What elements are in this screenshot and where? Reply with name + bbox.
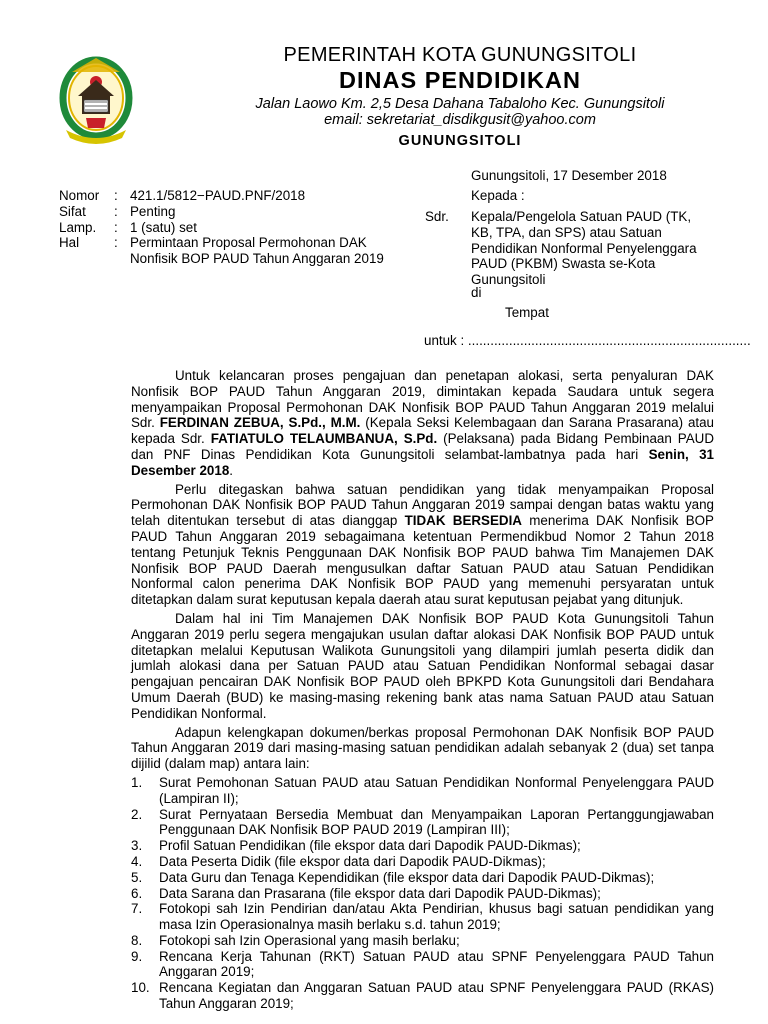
government-name: PEMERINTAH KOTA GUNUNGSITOLI (283, 44, 637, 66)
meta-key: Sifat (59, 203, 86, 219)
contact-name-1: FERDINAN ZEBUA, S.Pd., M.M. (159, 415, 361, 431)
list-item (131, 901, 714, 933)
office-city: GUNUNGSITOLI (398, 133, 522, 149)
list-number: 1. (131, 774, 143, 790)
list-text: Data Peserta Didik (file ekspor data dari Dapodik PAUD-Dikmas); (159, 853, 546, 869)
list-text: Fotokopi sah Izin Operasional yang masih berlaku; (159, 932, 460, 948)
meta-key: Hal (59, 235, 80, 251)
deadline-date: Senin, 31 Desember 2018 (131, 446, 714, 478)
list-number: 3. (131, 838, 143, 854)
office-email: email: sekretariat_disdikgusit@yahoo.com (324, 112, 596, 128)
meta-colon: : (114, 188, 118, 203)
meta-value: Permintaan Proposal Permohonan DAK Nonfisik BOP PAUD Tahun Anggaran 2019 (130, 235, 384, 267)
department-name: DINAS PENDIDIKAN (339, 67, 581, 93)
letter-meta (59, 188, 406, 267)
list-text: Fotokopi sah Izin Pendirian dan/atau Akta Pendirian, khusus bagi satuan pendidikan yang masa Izin Operasionalnya masih berlaku s.d. tahun 2019; (159, 901, 714, 933)
sdr-label: Sdr. (425, 209, 449, 224)
tempat-label: Tempat (505, 305, 549, 320)
meta-value: Penting (130, 203, 176, 219)
list-item (131, 933, 714, 949)
meta-row-hal (59, 235, 406, 267)
list-text: Profil Satuan Pendidikan (file ekspor data dari Dapodik PAUD-Dikmas); (159, 838, 581, 854)
paragraph-1 (131, 368, 714, 479)
meta-row-nomor (59, 188, 406, 204)
emphasis-text: TIDAK BERSEDIA (404, 513, 522, 529)
list-number: 9. (131, 948, 143, 964)
meta-key: Lamp. (59, 219, 97, 235)
list-number: 6. (131, 885, 143, 901)
p1-text-d: . (229, 462, 233, 478)
meta-colon: : (114, 219, 118, 235)
p1-text-c: (Pelaksana) pada Bidang Pembinaan PAUD dan PNF Dinas Pendidikan Kota Gunungsitoli selambat-lambatnya pada hari (131, 431, 714, 462)
kepada-label: Kepada : (471, 188, 525, 203)
list-number: 2. (131, 806, 143, 822)
list-number: 8. (131, 932, 143, 948)
office-address: Jalan Laowo Km. 2,5 Desa Dahana Tabaloho Kec. Gunungsitoli (255, 96, 665, 112)
list-text: Surat Pernyataan Bersedia Membuat dan Menyampaikan Laporan Pertanggungjawaban Penggunaan DAK Nonfisik BOP PAUD 2019 (Lampiran III); (159, 806, 714, 838)
list-item (131, 980, 714, 1012)
list-item (131, 838, 714, 854)
meta-colon: : (114, 203, 118, 219)
list-text: Surat Pemohonan Satuan PAUD atau Satuan Pendidikan Nonformal Penyelenggara PAUD (Lampiran II); (159, 774, 714, 806)
p1-text-a: Untuk kelancaran proses pengajuan dan penetapan alokasi, serta penyaluran DAK Nonfisik BOP PAUD Tahun Anggaran 2019, dimintakan kepada Saudara untuk segera menyampaikan Proposal Permohonan DAK Nonfisik BOP PAUD Tahun Anggaran 2019 melalui Sdr. (131, 368, 714, 431)
list-text: Data Sarana dan Prasarana (file ekspor data dari Dapodik PAUD-Dikmas); (159, 885, 601, 901)
meta-key: Nomor (59, 188, 100, 203)
list-item (131, 886, 714, 902)
document-requirements-list (131, 775, 714, 1012)
p2-text-a: Perlu ditegaskan bahwa satuan pendidikan yang tidak menyampaikan Proposal Permohonan DAK Nonfisik BOP PAUD Tahun Anggaran 2019 sampai dengan batas waktu yang telah ditentukan tersebut di atas dianggap (131, 481, 714, 529)
di-label: di (471, 285, 482, 300)
list-text: Rencana Kegiatan dan Anggaran Satuan PAUD atau SPNF Penyelenggara PAUD (RKAS) Tahun Anggaran 2019; (159, 980, 714, 1012)
list-number: 4. (131, 853, 143, 869)
list-number: 5. (131, 869, 143, 885)
list-item (131, 854, 714, 870)
recipient-text: Kepala/Pengelola Satuan PAUD (TK, KB, TPA, dan SPS) atau Satuan Pendidikan Nonformal Penyelenggara PAUD (PKBM) Swasta se-Kota Gunungsitoli (471, 209, 697, 288)
meta-row-lamp (59, 220, 406, 236)
city-coat-of-arms-icon (58, 52, 134, 144)
untuk-line: untuk : ............................................................................ (424, 333, 751, 348)
list-text: Rencana Kerja Tahunan (RKT) Satuan PAUD atau SPNF Penyelenggara PAUD Tahun Anggaran 2019; (159, 948, 714, 980)
list-text: Data Guru dan Tenaga Kependidikan (file ekspor data dari Dapodik PAUD-Dikmas); (159, 869, 655, 885)
paragraph-3: Dalam hal ini Tim Manajemen DAK Nonfisik BOP PAUD Kota Gunungsitoli Tahun Anggaran 2019 perlu segera mengajukan usulan daftar alokasi DAK Nonfisik BOP PAUD untuk ditetapkan melalui Keputusan Walikota Gunungsitoli yang dilampiri jumlah peserta didik dan jumlah alokasi dana per Satuan PAUD atau Satuan Pendidikan Nonformal sebagai dasar pengajuan pencairan DAK Nonfisik BOP PAUD oleh BPKPD Kota Gunungsitoli dari Bendahara Umum Daerah (BUD) ke masing-masing rekening bank atas nama Satuan PAUD atau Satuan Pendidikan Nonformal. (131, 610, 714, 721)
list-item (131, 949, 714, 981)
meta-colon: : (114, 235, 118, 251)
list-number: 7. (131, 901, 143, 917)
p1-text-b: (Kepala Seksi Kelembagaan dan Sarana Prasarana) atau kepada Sdr. (131, 415, 715, 447)
meta-value: 1 (satu) set (130, 219, 197, 235)
paragraph-4: Adapun kelengkapan dokumen/berkas proposal Permohonan DAK Nonfisik BOP PAUD Tahun Anggaran 2019 dari masing-masing satuan pendidikan adalah sebanyak 2 (dua) set tanpa dijilid (dalam map) antara lain: (131, 724, 714, 772)
list-item (131, 807, 714, 839)
list-number: 10. (131, 980, 150, 996)
meta-value: 421.1/5812−PAUD.PNF/2018 (130, 188, 306, 203)
list-item (131, 870, 714, 886)
list-item (131, 775, 714, 807)
letter-body (131, 368, 714, 1012)
p2-text-b: menerima DAK Nonfisik BOP PAUD Tahun Anggaran 2019 sebagaimana ketentuan Permendikbud Nomor 2 Tahun 2018 tentang Petunjuk Teknis Penggunaan DAK Nonfisik BOP PAUD bahwa Tim Manajemen DAK Nonfisik BOP PAUD Daerah mengusulkan daftar Satuan PAUD atau Satuan Pendidikan Nonformal calon penerima DAK Nonfisik BOP PAUD yang memenuhi persyaratan untuk ditetapkan dalam surat keputusan kepala daerah atau surat keputusan pejabat yang ditunjuk. (131, 513, 714, 608)
paragraph-2 (131, 482, 714, 608)
letter-date: Gunungsitoli, 17 Desember 2018 (471, 168, 667, 183)
contact-name-2: FATIATULO TELAUMBANUA, S.Pd. (210, 431, 438, 447)
meta-row-sifat (59, 204, 406, 220)
